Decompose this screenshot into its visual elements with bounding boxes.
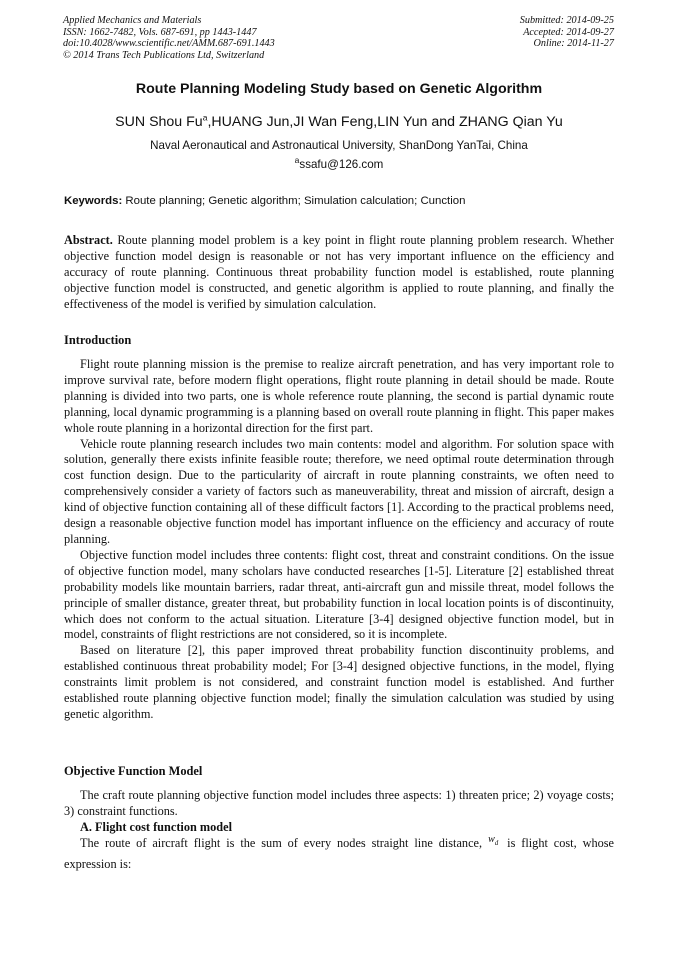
abstract-text: Route planning model problem is a key point in flight route planning problem research. Whether objective function model design is reasonable or not has very important influence on the efficiency and accuracy of route planning. Continuous threat probability function model is established, route planning objective function model is constructed, and genetic algorithm is applied to route planning, and finally the effectiveness of the model is verified by simulation calculation.	[64, 233, 614, 311]
objective-body	[64, 788, 614, 873]
date-accepted: Accepted: 2014-09-27	[523, 26, 614, 38]
date-submitted: Submitted: 2014-09-25	[519, 15, 614, 26]
intro-paragraph-2: Vehicle route planning research includes two main contents: model and algorithm. For solution space with solution, generally there exists infinite feasible route; therefore, we need optimal route determination through cost function design. Due to the particularity of aircraft in route planning constraints, we often need to comprehensively consider a variety of factors such as maneuverability, threat and mission of aircraft, design a kind of objective function containing all of these difficult factors [1]. According to the practical problems need, design a reasonable objective function model has important influence on the efficiency and accuracy of route planning.	[64, 436, 614, 546]
publication-dates	[520, 15, 614, 50]
keywords	[64, 195, 616, 207]
abstract-label: Abstract.	[64, 233, 113, 247]
date-online: Online: 2014-11-27	[533, 38, 614, 50]
symbol-subscript: d	[494, 838, 499, 847]
keywords-label: Keywords:	[64, 195, 123, 207]
intro-paragraph-3: Objective function model includes three contents: flight cost, threat and constraint conditions. On the issue of objective function model, many scholars have conducted researches [1-5]. Literature [2] established threat probability models like mountain barriers, radar threat, anti-aircraft gun and missile threat, model follows the principle of smaller distance, greater threat, but probability function in local location points is of discontinuity, which does not conform to the actual situation. Literature [3-4] designed objective function model, but in model, constraints of flight restrictions are not considered, so it is incomplete.	[64, 547, 614, 642]
abstract	[64, 233, 614, 313]
flight-cost-subheading: A. Flight cost function model	[80, 819, 232, 834]
contact-email	[0, 155, 678, 171]
journal-issn: ISSN: 1662-7482, Vols. 687-691, pp 1443-1447	[63, 26, 257, 38]
introduction-heading: Introduction	[64, 333, 132, 347]
keywords-text: Route planning; Genetic algorithm; Simulation calculation; Cunction	[122, 195, 466, 207]
affiliation: Naval Aeronautical and Astronautical University, ShanDong YanTai, China	[150, 139, 528, 152]
journal-info	[63, 15, 275, 61]
flight-cost-text-before: The route of aircraft flight is the sum of every nodes straight line distance,	[80, 835, 483, 850]
objective-paragraph: The craft route planning objective function model includes three aspects: 1) threaten price; 2) voyage costs; 3) constraint functions.	[64, 788, 614, 818]
author-affil-mark: a	[202, 112, 208, 123]
flight-cost-paragraph	[64, 833, 614, 873]
other-authors: ,HUANG Jun,JI Wan Feng,LIN Yun and ZHANG Qian Yu	[207, 114, 563, 130]
author-list	[0, 114, 678, 130]
symbol-base: w	[488, 833, 495, 845]
journal-copyright: © 2014 Trans Tech Publications Ltd, Switzerland	[63, 49, 265, 61]
introduction-body	[64, 357, 614, 723]
paper-title: Route Planning Modeling Study based on Genetic Algorithm	[135, 81, 543, 97]
flight-cost-text-after: is flight cost, whose expression is:	[64, 835, 614, 871]
objective-heading: Objective Function Model	[64, 764, 203, 778]
flight-cost-symbol	[482, 834, 501, 845]
email-address: ssafu@126.com	[299, 158, 384, 171]
journal-name: Applied Mechanics and Materials	[63, 15, 202, 26]
intro-paragraph-4: Based on literature [2], this paper improved threat probability function discontinuity problems, and established continuous threat probability model; For [3-4] designed objective functions, in the model, flying constraints limit problem is not considered, and constraint function model is established. And further established route planning objective function model; finally the simulation calculation was studied by using genetic algorithm.	[64, 643, 614, 721]
first-author: SUN Shou Fu	[115, 114, 203, 130]
email-mark: a	[294, 155, 300, 166]
journal-doi: doi:10.4028/www.scientific.net/AMM.687-691.1443	[63, 38, 275, 50]
intro-paragraph-1: Flight route planning mission is the premise to realize aircraft penetration, and has very important role to improve survival rate, before modern flight operations, flight route planning in detail should be made. Route planning is divided into two parts, one is whole reference route planning, the second is partial dynamic route planning, local dynamic programming is a planning based on overall route planning in flight. This paper makes whole route planning in a horizontal direction for the first part.	[64, 357, 614, 435]
